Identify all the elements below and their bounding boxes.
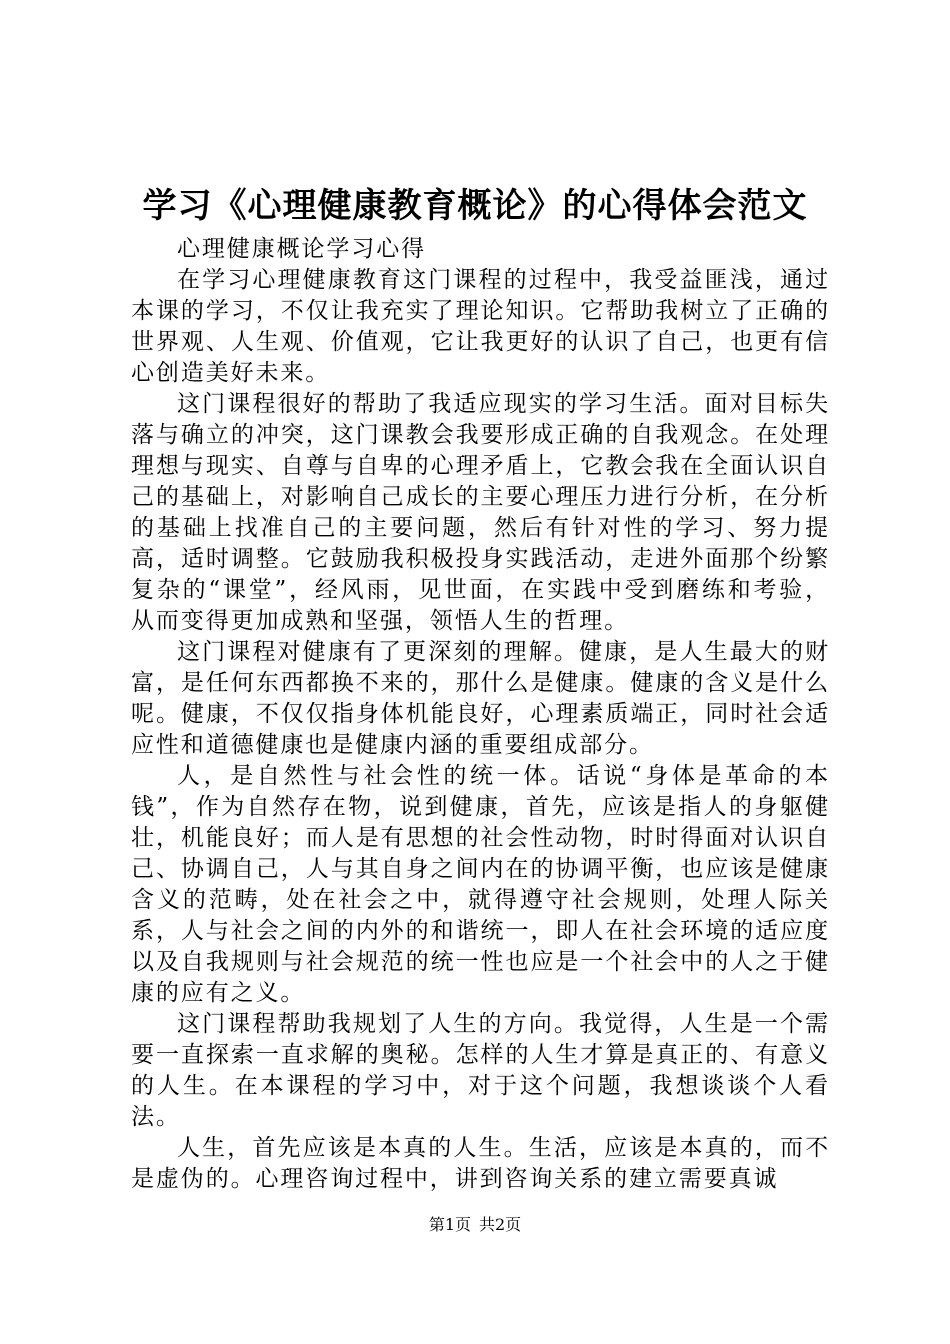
page-footer xyxy=(0,1215,950,1235)
page-number-total: 共2页 xyxy=(479,1215,522,1234)
document-title: 学习《心理健康教育概论》的心得体会范文 xyxy=(142,186,808,226)
document-body xyxy=(131,234,830,1195)
page-number-current: 第1页 xyxy=(428,1215,471,1234)
paragraph: 在学习心理健康教育这门课程的过程中，我受益匪浅，通过本课的学习，不仅让我充实了理论知识。它帮助我树立了正确的世界观、人生观、价值观，它让我更好的认识了自己，也更有信心创造美好未来。 xyxy=(131,267,830,386)
paragraph: 人生，首先应该是本真的人生。生活，应该是本真的，而不是虚伪的。心理咨询过程中，讲到咨询关系的建立需要真诚 xyxy=(131,1135,830,1192)
paragraph: 这门课程很好的帮助了我适应现实的学习生活。面对目标失落与确立的冲突，这门课教会我要形成正确的自我观念。在处理理想与现实、自尊与自卑的心理矛盾上，它教会我在全面认识自己的基础上，对影响自己成长的主要心理压力进行分析，在分析的基础上找准自己的主要问题，然后有针对性的学习、努力提高，适时调整。它鼓励我积极投身实践活动，走进外面那个纷繁复杂的“课堂”，经风雨，见世面，在实践中受到磨练和考验，从而变得更加成熟和坚强，领悟人生的哲理。 xyxy=(131,391,830,634)
paragraph: 人，是自然性与社会性的统一体。话说“身体是革命的本钱”，作为自然存在物，说到健康，首先，应该是指人的身躯健壮，机能良好；而人是有思想的社会性动物，时时得面对认识自己、协调自己，人与其自身之间内在的协调平衡，也应该是健康含义的范畴，处在社会之中，就得遵守社会规则，处理人际关系，人与社会之间的内外的和谐统一，即人在社会环境的适应度以及自我规则与社会规范的统一性也应是一个社会中的人之于健康的应有之义。 xyxy=(131,763,830,1006)
document-subtitle: 心理健康概论学习心得 xyxy=(177,236,426,262)
paragraph: 这门课程对健康有了更深刻的理解。健康，是人生最大的财富，是任何东西都换不来的，那什么是健康。健康的含义是什么呢。健康，不仅仅指身体机能良好，心理素质端正，同时社会适应性和道德健康也是健康内涵的重要组成部分。 xyxy=(131,639,830,758)
paragraph: 这门课程帮助我规划了人生的方向。我觉得，人生是一个需要一直探索一直求解的奥秘。怎样的人生才算是真正的、有意义的人生。在本课程的学习中，对于这个问题，我想谈谈个人看法。 xyxy=(131,1011,830,1130)
